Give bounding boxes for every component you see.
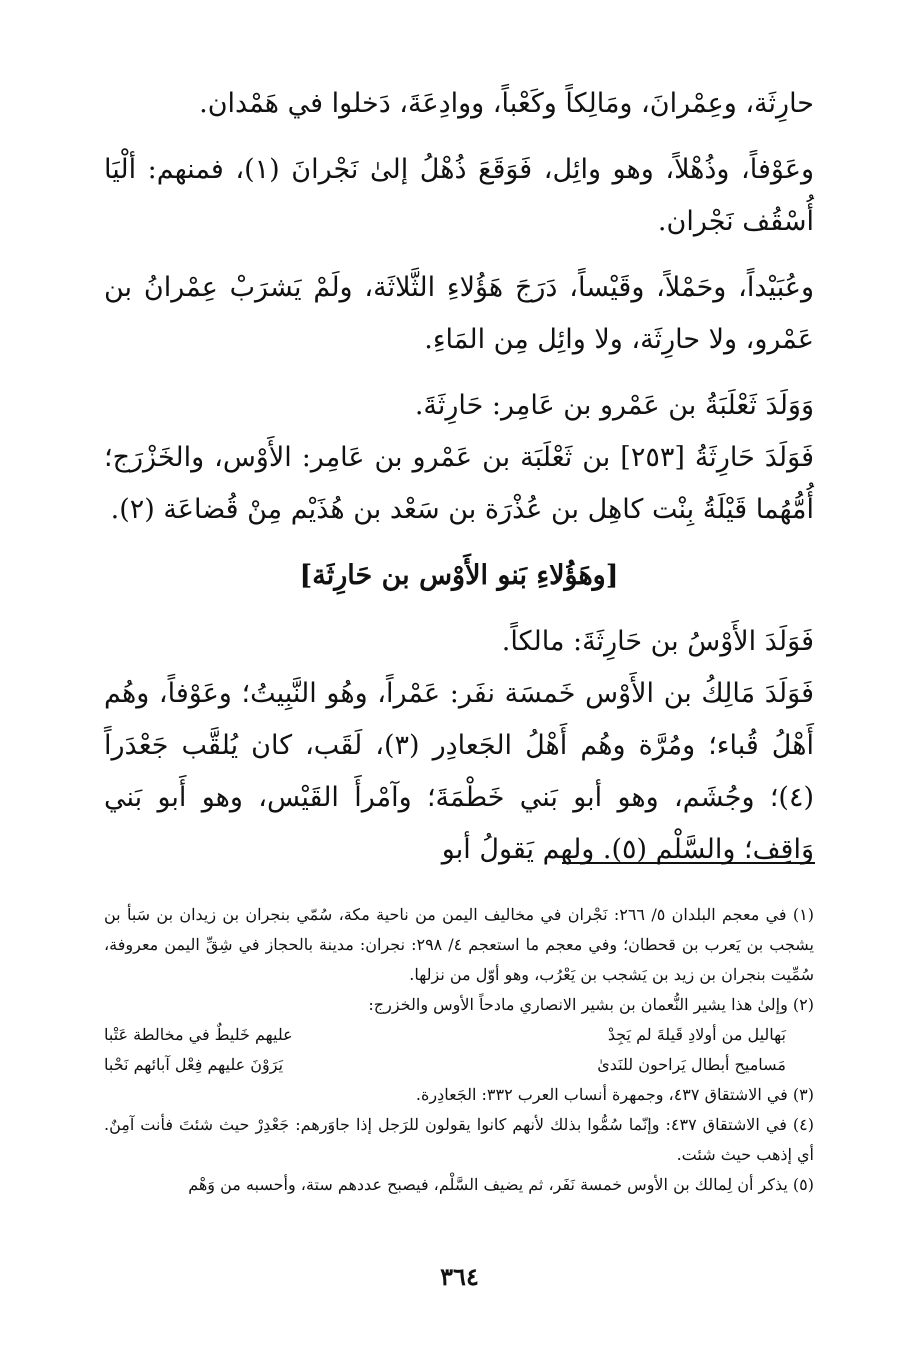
- footnote-1: (١) في معجم البلدان ٥/ ٢٦٦: نَجْران في مخاليف اليمن من ناحية مكة، سُمّي بنجران بن زيدان بن سَبأ بن يشجب بن يَعرب بن قحطان؛ وفي معجم ما استعجم ٤/ ٢٩٨: نجران: مدينة بالحجاز في شِقِّ اليمن معروفة، سُمِّيت بنجران بن زيد بن يَشجب بن يَعْرُب، وهو أوّل من نزلها.: [104, 905, 814, 984]
- section-heading: [وهَؤُلاءِ بَنو الأَوْس بن حَارِثَة]: [299, 560, 619, 591]
- verse-hemistich: يَرَوْنَ عليهم فِعْل آبائهم نَحْبا: [104, 1055, 284, 1074]
- paragraph: وعَوْفاً، وذُهْلاً، وهو وائِل، فَوَقَعَ ذُهْلُ إلىٰ نَجْرانَ (١)، فمنهم: ألْيَا أُسْقُف نَجْران.: [104, 154, 814, 237]
- paragraph: فَوَلَدَ حَارِثَةُ [٢٥٣] بن ثَعْلَبَة بن عَمْرو بن عَامِر: الأَوْس، والخَزْرَج؛ أُمُّهُما قَيْلَةُ بِنْت كاهِل بن عُذْرَة بن سَعْد بن هُذَيْم مِنْ قُضاعَة (٢).: [104, 442, 815, 525]
- footnote-5: (٥) يذكر أن لِمالك بن الأوس خمسة نَفَر، ثم يضيف السَّلْم، فيصبح عددهم ستة، وأحسبه من وَهْم: [188, 1175, 814, 1194]
- footnotes: [104, 900, 814, 1200]
- verse-line: [104, 1020, 814, 1050]
- footnote-4: (٤) في الاشتقاق ٤٣٧: وإنّما سُمُّوا بذلك لأنهم كانوا يقولون للرَجل إذا جاوَرهم: جَعْدِرْ حيث شئتَ فأنت آمِنٌ. أي إذهب حيث شئت.: [104, 1115, 814, 1164]
- footnote-3: (٣) في الاشتقاق ٤٣٧، وجمهرة أنساب العرب ٣٣٢: الجَعادِرة.: [415, 1085, 814, 1104]
- verse-hemistich: بَهاليل من أولادِ قَيلةَ لم يَجِدْ: [607, 1025, 786, 1044]
- verse-hemistich: مَساميح أبطال يَراحون للنَدىٰ: [597, 1055, 786, 1074]
- verse-line: [104, 1050, 814, 1080]
- paragraph: وعُبَيْداً، وحَمْلاً، وقَيْساً، دَرَجَ هَؤُلاءِ الثَّلاثَة، ولَمْ يَشرَبْ عِمْرانُ بن عَمْرو، ولا حارِثَة، ولا وائِل مِن المَاءِ.: [104, 272, 814, 355]
- footnote-separator: [562, 862, 815, 864]
- footnote-2: (٢) وإلىٰ هذا يشير النُّعمان بن بشير الانصاري مادحاً الأوس والخزرج:: [368, 995, 814, 1014]
- paragraph: فَوَلَدَ مَالِكُ بن الأَوْس خَمسَة نفَر: عَمْراً، وهُو النَّبِيتُ؛ وعَوْفاً، وهُم أَهْلُ قُباء؛ ومُرَّة وهُم أَهْلُ الجَعادِر (٣)، لَقَب، كان يُلقَّب جَعْدَراً (٤)؛ وجُشَم، وهو أبو بَني خَطْمَةَ؛ وآمْرأَ القَيْس، وهو أَبو بَني وَاقِف؛ والسَّلْم (٥). ولهم يَقولُ أبو: [104, 678, 814, 865]
- paragraph: حارِثَة، وعِمْرانَ، ومَالِكاً وكَعْباً، ووادِعَةَ، دَخلوا في هَمْدان.: [199, 88, 814, 119]
- verse-hemistich: عليهم خَليطٌ في مخالطة عَتْبا: [104, 1025, 293, 1044]
- main-text: [104, 78, 814, 876]
- paragraph: وَوَلَدَ ثَعْلَبَةُ بن عَمْرو بن عَامِر: حَارِثَةَ.: [414, 390, 814, 421]
- paragraph: فَوَلَدَ الأَوْسُ بن حَارِثَةَ: مالكاً.: [501, 626, 814, 657]
- page-number: ٣٦٤: [440, 1262, 479, 1291]
